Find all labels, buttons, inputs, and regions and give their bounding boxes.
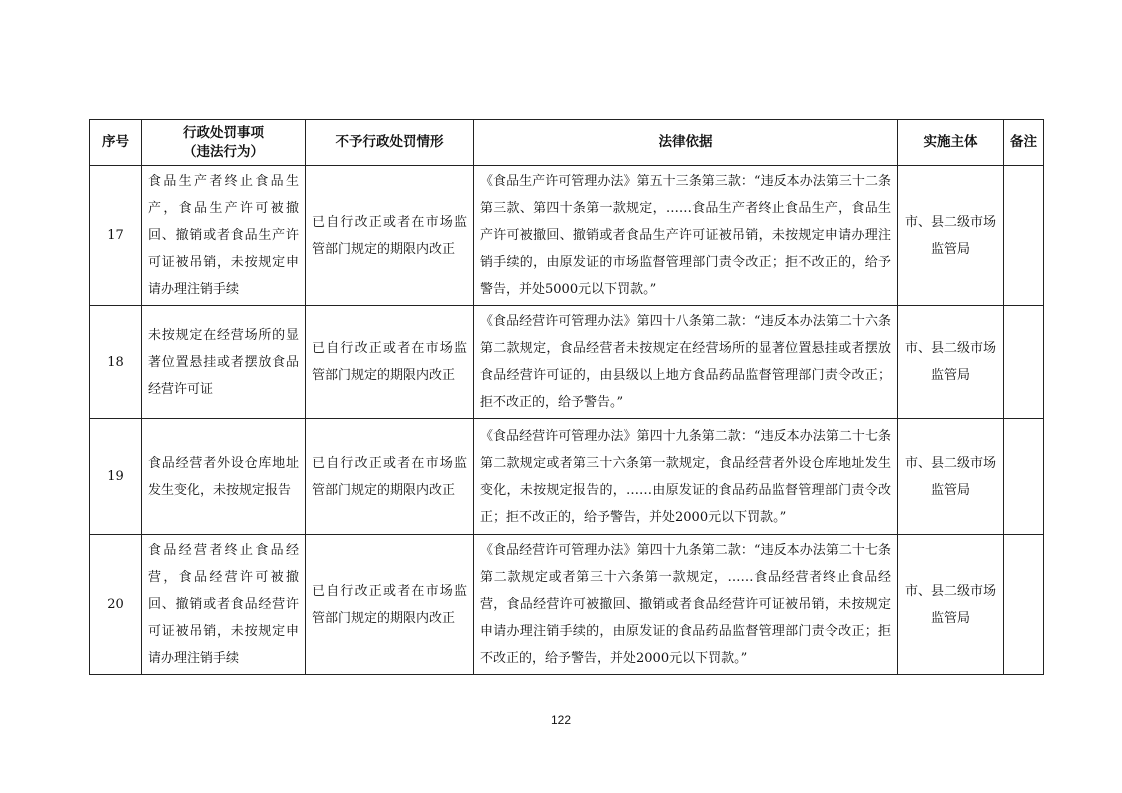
cell-basis: 《食品生产许可管理办法》第五十三条第三款：“违反本办法第三十二条第三款、第四十条第一款规定，……食品生产者终止食品生产，食品生产许可被撤回、撤销或者食品生产许可证被吊销，未按规定申请办理注销手续的，由原发证的市场监督管理部门责令改正；拒不改正的，给予警告，并处5000元以下罚款。” xyxy=(474,166,898,306)
cell-basis: 《食品经营许可管理办法》第四十九条第二款：“违反本办法第二十七条第二款规定或者第三十六条第一款规定，……食品经营者终止食品经营，食品经营许可被撤回、撤销或者食品经营许可证被吊销，未按规定申请办理注销手续的，由原发证的食品药品监督管理部门责令改正；拒不改正的，给予警告，并处2000元以下罚款。” xyxy=(474,535,898,675)
cell-item: 食品经营者终止食品经营，食品经营许可被撤回、撤销或者食品经营许可证被吊销，未按规定申请办理注销手续 xyxy=(142,535,306,675)
header-exempt: 不予行政处罚情形 xyxy=(306,120,474,166)
header-item xyxy=(142,120,306,166)
cell-body: 市、县二级市场监管局 xyxy=(898,306,1004,419)
cell-note xyxy=(1004,166,1044,306)
cell-body: 市、县二级市场监管局 xyxy=(898,166,1004,306)
cell-no: 20 xyxy=(90,535,142,675)
cell-basis: 《食品经营许可管理办法》第四十九条第二款：“违反本办法第二十七条第二款规定或者第三十六条第一款规定，食品经营者外设仓库地址发生变化，未按规定报告的，……由原发证的食品药品监督管理部门责令改正；拒不改正的，给予警告，并处2000元以下罚款。” xyxy=(474,419,898,535)
table-header xyxy=(90,120,1044,166)
cell-body: 市、县二级市场监管局 xyxy=(898,419,1004,535)
table-row xyxy=(90,166,1044,306)
table-row xyxy=(90,306,1044,419)
cell-body: 市、县二级市场监管局 xyxy=(898,535,1004,675)
cell-note xyxy=(1004,419,1044,535)
penalty-table xyxy=(89,119,1044,675)
cell-exempt: 已自行改正或者在市场监管部门规定的期限内改正 xyxy=(306,535,474,675)
header-item-line1: 行政处罚事项 xyxy=(183,124,264,141)
cell-exempt: 已自行改正或者在市场监管部门规定的期限内改正 xyxy=(306,306,474,419)
cell-no: 18 xyxy=(90,306,142,419)
cell-basis: 《食品经营许可管理办法》第四十八条第二款：“违反本办法第二十六条第二款规定，食品经营者未按规定在经营场所的显著位置悬挂或者摆放食品经营许可证的，由县级以上地方食品药品监督管理部门责令改正；拒不改正的，给予警告。” xyxy=(474,306,898,419)
header-no: 序号 xyxy=(90,120,142,166)
cell-item: 食品生产者终止食品生产，食品生产许可被撤回、撤销或者食品生产许可证被吊销，未按规定申请办理注销手续 xyxy=(142,166,306,306)
cell-exempt: 已自行改正或者在市场监管部门规定的期限内改正 xyxy=(306,166,474,306)
cell-note xyxy=(1004,306,1044,419)
header-item-line2: （违法行为） xyxy=(183,143,264,160)
cell-note xyxy=(1004,535,1044,675)
header-body: 实施主体 xyxy=(898,120,1004,166)
page-number: 122 xyxy=(550,713,572,727)
cell-item: 未按规定在经营场所的显著位置悬挂或者摆放食品经营许可证 xyxy=(142,306,306,419)
header-basis: 法律依据 xyxy=(474,120,898,166)
cell-item: 食品经营者外设仓库地址发生变化，未按规定报告 xyxy=(142,419,306,535)
cell-no: 19 xyxy=(90,419,142,535)
table-row xyxy=(90,419,1044,535)
header-note: 备注 xyxy=(1004,120,1044,166)
table-row xyxy=(90,535,1044,675)
cell-no: 17 xyxy=(90,166,142,306)
cell-exempt: 已自行改正或者在市场监管部门规定的期限内改正 xyxy=(306,419,474,535)
